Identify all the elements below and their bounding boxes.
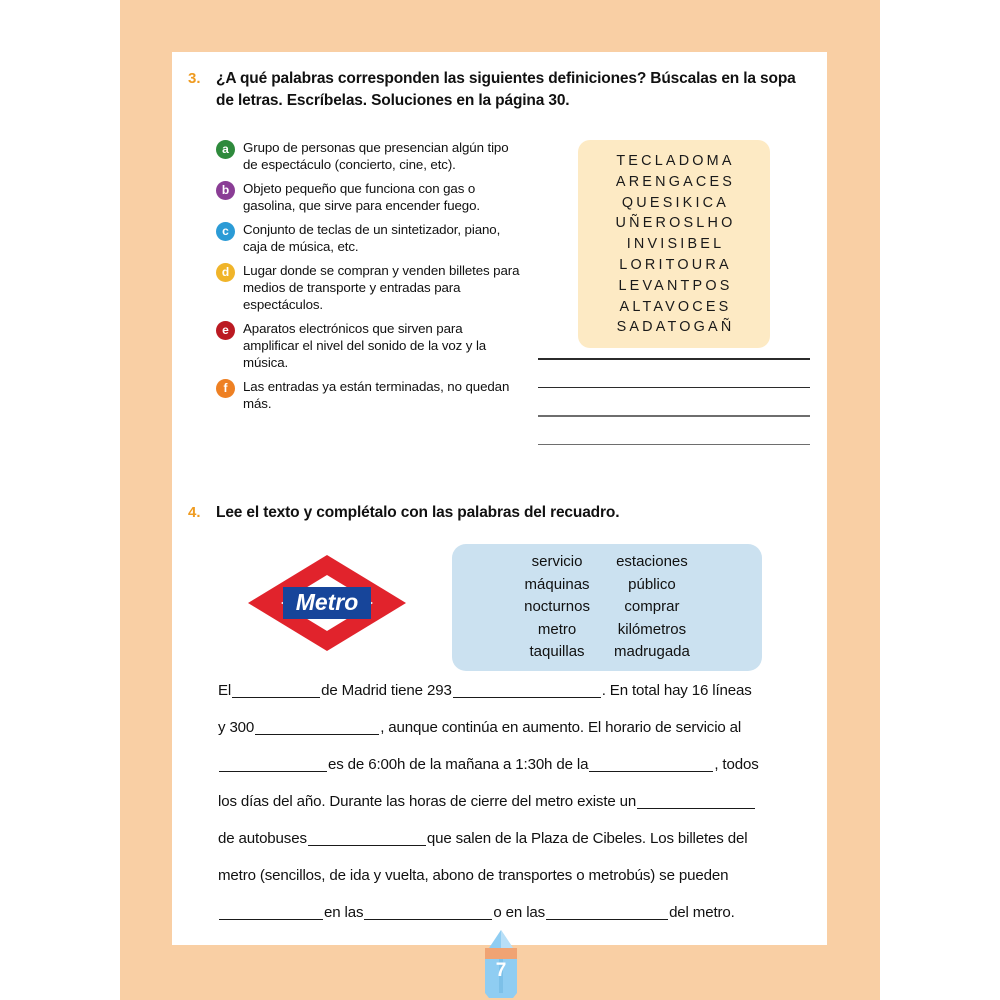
word-search-row[interactable]: LORITOURA xyxy=(619,256,732,273)
word-search-row[interactable]: ARENGACES xyxy=(615,173,736,190)
cloze-line xyxy=(218,867,814,904)
word-bank-word: madrugada xyxy=(613,643,690,661)
cloze-text: que salen de la Plaza de Cibeles. Los billetes del xyxy=(426,830,748,847)
cloze-text: metro (sencillos, de ida y vuelta, abono de transportes o metrobús) se pueden xyxy=(218,867,729,884)
exercise-4-title: Lee el texto y complétalo con las palabras del recuadro. xyxy=(216,504,620,521)
cloze-text: y 300 xyxy=(218,719,255,736)
word-search-row[interactable]: LEVANTPOS xyxy=(618,277,733,294)
word-bank-column-left xyxy=(524,551,590,664)
definition-bullet-f: f xyxy=(216,379,235,398)
definition-item-a xyxy=(216,139,521,173)
metro-logo-label: Metro xyxy=(295,589,359,615)
answer-line[interactable] xyxy=(538,415,810,417)
definition-item-c xyxy=(216,221,521,255)
word-bank-word: servicio xyxy=(531,553,583,571)
word-search-row[interactable]: TECLADOMA xyxy=(616,153,735,169)
definition-item-b xyxy=(216,180,521,214)
word-bank-word: metro xyxy=(537,620,577,638)
word-search-row[interactable]: INVISIBEL xyxy=(626,236,725,253)
cloze-blank[interactable] xyxy=(219,904,323,920)
cloze-line xyxy=(218,719,814,756)
exercise-3-number: 3. xyxy=(188,70,201,87)
page-number-label: 7 xyxy=(495,960,507,981)
definition-text-e: Aparatos electrónicos que sirven para amplificar el nivel del sonido de la voz y la música. xyxy=(243,321,487,371)
cloze-text: , todos xyxy=(714,756,759,773)
cloze-blank[interactable] xyxy=(364,904,492,920)
word-search-row[interactable]: QUESIKICA xyxy=(621,194,730,211)
exercise-3-title: ¿A qué palabras corresponden las siguientes definiciones? Búscalas en la sopa de letras. Escríbelas. Soluciones en la página 30. xyxy=(216,70,796,109)
exercise-4-number: 4. xyxy=(188,504,201,521)
word-bank-word: estaciones xyxy=(616,553,688,571)
cloze-text: los días del año. Durante las horas de cierre del metro existe un xyxy=(218,793,637,810)
cloze-text: o en las xyxy=(493,904,546,921)
cloze-line xyxy=(218,756,814,793)
cloze-blank[interactable] xyxy=(232,682,320,698)
definition-item-f xyxy=(216,378,521,412)
definition-bullet-a: a xyxy=(216,140,235,159)
cloze-paragraph[interactable] xyxy=(218,682,814,941)
cloze-text: del metro. xyxy=(669,904,735,921)
answer-line[interactable] xyxy=(538,444,810,446)
cloze-blank[interactable] xyxy=(453,682,601,698)
word-bank-word: público xyxy=(628,575,676,593)
cloze-text: de Madrid tiene 293 xyxy=(321,682,452,699)
definition-bullet-b: b xyxy=(216,181,235,200)
cloze-text: de autobuses xyxy=(218,830,307,847)
word-search-grid[interactable] xyxy=(578,140,770,348)
cloze-text: es de 6:00h de la mañana a 1:30h de la xyxy=(328,756,589,773)
cloze-text: . En total hay 16 líneas xyxy=(601,682,752,699)
definition-item-d xyxy=(216,262,521,313)
word-search-row[interactable]: ALTAVOCES xyxy=(619,298,732,315)
cloze-blank[interactable] xyxy=(219,756,327,772)
definition-text-c: Conjunto de teclas de un sintetizador, piano, caja de música, etc. xyxy=(243,222,501,255)
exercise-3-header xyxy=(188,68,813,112)
word-search-row[interactable]: UÑEROSLHO xyxy=(615,215,736,232)
definition-bullet-e: e xyxy=(216,321,235,340)
cloze-blank[interactable] xyxy=(589,756,713,772)
definition-bullet-d: d xyxy=(216,263,235,282)
word-bank-word: máquinas xyxy=(524,575,590,593)
cloze-blank[interactable] xyxy=(308,830,426,846)
answer-lines-group[interactable] xyxy=(538,358,810,472)
answer-line[interactable] xyxy=(538,387,810,389)
cloze-text: El xyxy=(218,682,232,699)
metro-logo-svg xyxy=(246,553,408,653)
cloze-text: , aunque continúa en aumento. El horario de servicio al xyxy=(380,719,742,736)
page-number-pencil xyxy=(473,928,529,1000)
definition-text-d: Lugar donde se compran y venden billetes para medios de transporte y entradas para espectáculos. xyxy=(243,263,520,313)
word-bank-column-right xyxy=(614,551,690,664)
definition-text-a: Grupo de personas que presencian algún tipo de espectáculo (concierto, cine, etc). xyxy=(243,140,509,173)
definition-bullet-c: c xyxy=(216,222,235,241)
metro-madrid-logo xyxy=(246,553,408,653)
word-search-row[interactable]: SADATOGAÑ xyxy=(616,319,735,336)
word-bank-word: comprar xyxy=(624,598,680,616)
cloze-line xyxy=(218,793,814,830)
cloze-text: en las xyxy=(324,904,364,921)
exercise-4-header xyxy=(188,502,813,524)
cloze-line xyxy=(218,830,814,867)
word-bank-box xyxy=(452,544,762,671)
cloze-blank[interactable] xyxy=(637,793,755,809)
definition-text-f: Las entradas ya están terminadas, no quedan más. xyxy=(243,379,510,412)
answer-line[interactable] xyxy=(538,358,810,360)
word-bank-word: taquillas xyxy=(529,643,585,661)
cloze-blank[interactable] xyxy=(546,904,668,920)
definition-list xyxy=(216,139,521,419)
cloze-blank[interactable] xyxy=(255,719,379,735)
word-bank-word: nocturnos xyxy=(524,598,590,616)
definition-item-e xyxy=(216,320,521,371)
definition-text-b: Objeto pequeño que funciona con gas o gasolina, que sirve para encender fuego. xyxy=(243,181,480,214)
cloze-line xyxy=(218,682,814,719)
word-bank-word: kilómetros xyxy=(617,620,687,638)
